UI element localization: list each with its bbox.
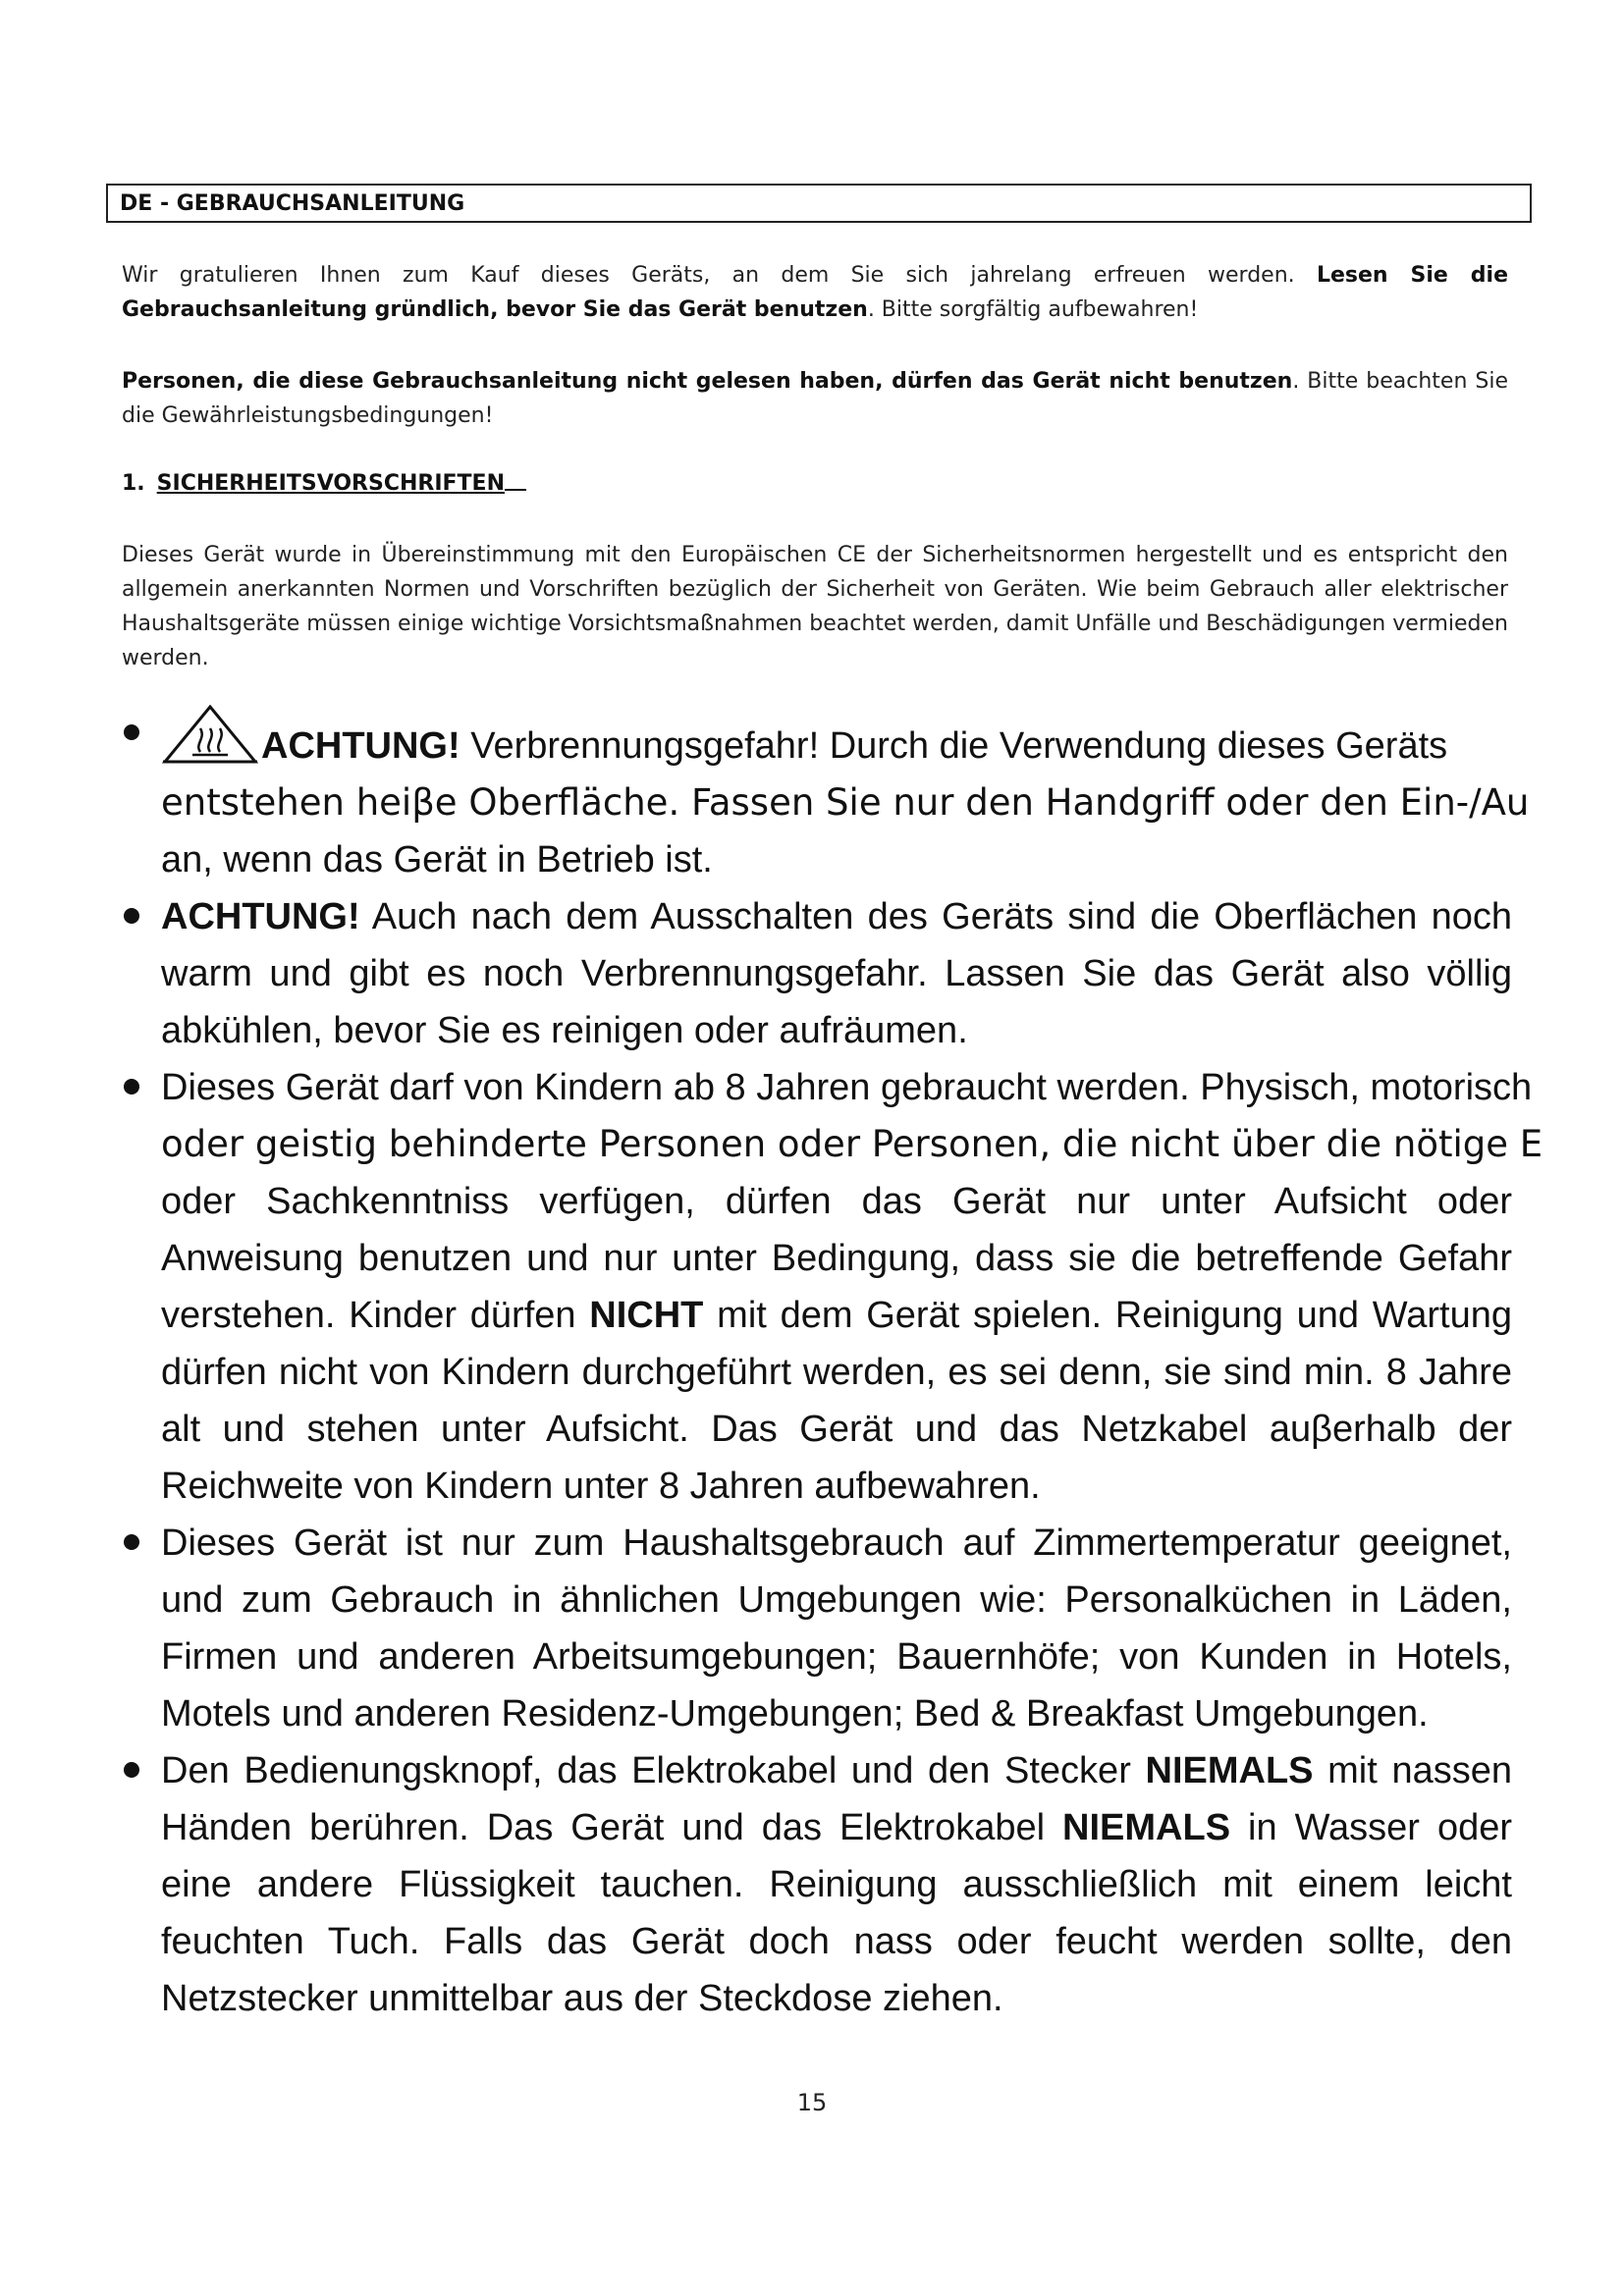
bullet1-line1: Verbrennungsgefahr! Durch die Verwendung dieses Geräts <box>460 725 1448 767</box>
bullet2-text: Auch nach dem Ausschalten des Geräts sind die Oberflächen noch warm und gibt es noch Verbrennungsgefahr. Lassen Sie das Gerät also völlig abkühlen, bevor Sie es reinigen oder aufräumen. <box>161 896 1512 1051</box>
niemals-label-1: NIEMALS <box>1145 1750 1314 1791</box>
achtung-label-1: ACHTUNG! <box>261 725 460 767</box>
bullet5-text-a: Den Bedienungsknopf, das Elektrokabel und den Stecker <box>161 1750 1146 1791</box>
bullet-dot <box>124 1762 139 1778</box>
intro1-text-end: . Bitte sorgfältig aufbewahren! <box>867 297 1199 322</box>
intro1-text-start: Wir gratulieren Ihnen zum Kauf dieses Geräts, an dem Sie sich jahrelang erfreuen werden. <box>122 263 1317 288</box>
bullet1-line3: an, wenn das Gerät in Betrieb ist. <box>161 839 713 881</box>
header-title: DE - GEBRAUCHSANLEITUNG <box>120 191 465 216</box>
bullet-dot <box>124 908 139 924</box>
bullet-dot <box>124 1534 139 1550</box>
bullet-item-5 <box>118 1742 1512 2027</box>
bullet-item-1 <box>118 705 1530 888</box>
hot-surface-warning-icon <box>161 705 259 766</box>
heading-underline <box>505 469 526 491</box>
bullet-item-2 <box>118 888 1512 1059</box>
safety-intro-paragraph: Dieses Gerät wurde in Übereinstimmung mit den Europäischen CE der Sicherheitsnormen hergestellt und es entspricht den allgemein anerkannten Normen und Vorschriften bezüglich der Sicherheit von Geräten. Wie beim Gebrauch aller elektrischer Haushaltsgeräte müssen einige wichtige Vorsichtsmaßnahmen beachtet werden, damit Unfälle und Beschädigungen vermieden werden. <box>122 543 1508 670</box>
bullet5-text-c: in Wasser oder eine andere Flüssigkeit tauchen. Reinigung ausschließlich mit einem leicht feuchten Tuch. Falls das Gerät doch nass oder feucht werden sollte, den Netzstecker unmittelbar aus der Steckdose ziehen. <box>161 1807 1512 2019</box>
page-number: 15 <box>796 2089 828 2116</box>
bullet-dot <box>124 1079 139 1095</box>
niemals-label-2: NIEMALS <box>1062 1807 1231 1848</box>
section-heading <box>122 469 554 499</box>
bullet1-line2: entstehen heiβe Oberfläche. Fassen Sie nur den Handgriff oder den Ein-/Au <box>161 781 1530 824</box>
intro2-bold: Personen, die diese Gebrauchsanleitung nicht gelesen haben, dürfen das Gerät nicht benutzen <box>122 369 1293 394</box>
bullet3-line2: oder geistig behinderte Personen oder Personen, die nicht über die nötige E <box>161 1123 1543 1165</box>
bullet-item-3 <box>118 1059 1543 1515</box>
intro-paragraph-1 <box>122 258 1508 327</box>
bullet3-text-b: mit dem Gerät spielen. Reinigung und Wartung dürfen nicht von Kindern durchgeführt werden, es sei denn, sie sind min. 8 Jahre alt und stehen unter Aufsicht. Das Gerät und das Netzkabel auβerhalb der Reichweite von Kindern unter 8 Jahren aufbewahren. <box>161 1295 1513 1507</box>
section-number: 1. <box>122 471 145 496</box>
bullet3-line1: Dieses Gerät darf von Kindern ab 8 Jahren gebraucht werden. Physisch, motorisch <box>161 1067 1533 1108</box>
intro1-bold: Lesen Sie die Gebrauchsanleitung gründlich, bevor Sie das Gerät benutzen <box>122 263 1509 322</box>
document-header <box>106 184 1532 223</box>
bullet4-text: Dieses Gerät ist nur zum Haushaltsgebrauch auf Zimmertemperatur geeignet, und zum Gebrauch in ähnlichen Umgebungen wie: Personalküchen in Läden, Firmen und anderen Arbeitsumgebungen; Bauernhöfe; von Kunden in Hotels, Motels und anderen Residenz-Umgebungen; Bed & Breakfast Umgebungen. <box>161 1522 1512 1735</box>
bullet3-text-a: oder Sachkenntniss verfügen, dürfen das Gerät nur unter Aufsicht oder Anweisung benutzen und nur unter Bedingung, dass sie die betreffende Gefahr verstehen. Kinder dürfen <box>161 1181 1512 1336</box>
safety-bullet-list <box>118 705 1543 2027</box>
bullet-item-4 <box>118 1515 1512 1742</box>
bullet5-text-b: mit nassen Händen berühren. Das Gerät und das Elektrokabel <box>161 1750 1512 1848</box>
nicht-label: NICHT <box>589 1295 704 1336</box>
intro-paragraph-2 <box>122 364 1508 433</box>
bullet-dot <box>124 724 139 740</box>
intro2-text-end: . Bitte beachten Sie die Gewährleistungsbedingungen! <box>122 369 1509 428</box>
achtung-label-2: ACHTUNG! <box>161 896 360 937</box>
section-title: SICHERHEITSVORSCHRIFTEN <box>156 471 505 496</box>
